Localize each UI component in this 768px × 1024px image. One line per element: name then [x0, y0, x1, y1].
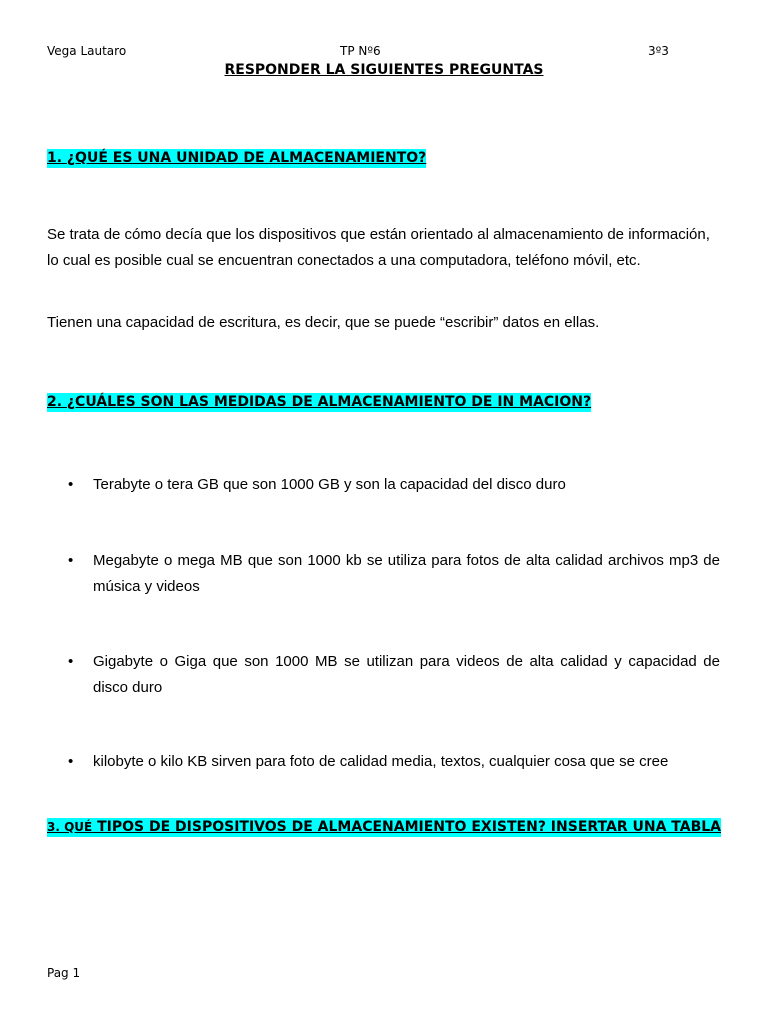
- list-item-text: Megabyte o mega MB que son 1000 kb se utiliza para fotos de alta calidad archivos mp3 de música y videos: [93, 552, 720, 595]
- header-assignment: TP Nº6: [340, 44, 381, 58]
- answer-1-paragraph-1: Se trata de cómo decía que los dispositivos que están orientado al almacenamiento de información, lo cual es posible cual se encuentran conectados a una computadora, teléfono móvil, etc.: [47, 226, 710, 269]
- list-item-text: Gigabyte o Giga que son 1000 MB se utilizan para videos de alta calidad y capacidad de disco duro: [93, 653, 720, 696]
- bullet-icon: •: [68, 653, 74, 670]
- document-title: RESPONDER LA SIGUIENTES PREGUNTAS: [224, 62, 544, 78]
- question-2-heading: [47, 393, 591, 411]
- bullet-icon: •: [68, 552, 74, 569]
- question-1-heading: [47, 149, 426, 167]
- header-course: 3º3: [648, 44, 669, 58]
- list-item-text: kilobyte o kilo KB sirven para foto de calidad media, textos, cualquier cosa que se cree: [93, 753, 669, 770]
- list-item-text: Terabyte o tera GB que son 1000 GB y son la capacidad del disco duro: [93, 476, 566, 493]
- answer-1-paragraph-2: Tienen una capacidad de escritura, es decir, que se puede “escribir” datos en ellas.: [47, 314, 600, 331]
- page-number: Pag 1: [47, 966, 81, 980]
- question-3-heading-prefix: 3. QUÉ: [47, 820, 93, 834]
- list-item: [68, 548, 720, 599]
- bullet-icon: •: [68, 753, 74, 770]
- question-3-heading-rest: TIPOS DE DISPOSITIVOS DE ALMACENAMIENTO EXISTEN? INSERTAR UNA TABLA: [92, 819, 722, 835]
- bullet-icon: •: [68, 476, 74, 493]
- question-2-heading-text: 2. ¿CUÁLES SON LAS MEDIDAS DE ALMACENAMIENTO DE IN MACION?: [47, 394, 592, 410]
- question-3-heading-text: [47, 818, 721, 837]
- question-1-heading-text: 1. ¿QUÉ ES UNA UNIDAD DE ALMACENAMIENTO?: [47, 150, 427, 166]
- question-3-heading: [47, 818, 721, 836]
- list-item: [68, 472, 720, 498]
- list-item: [68, 749, 720, 775]
- list-item: [68, 649, 720, 700]
- header-author: Vega Lautaro: [47, 44, 127, 58]
